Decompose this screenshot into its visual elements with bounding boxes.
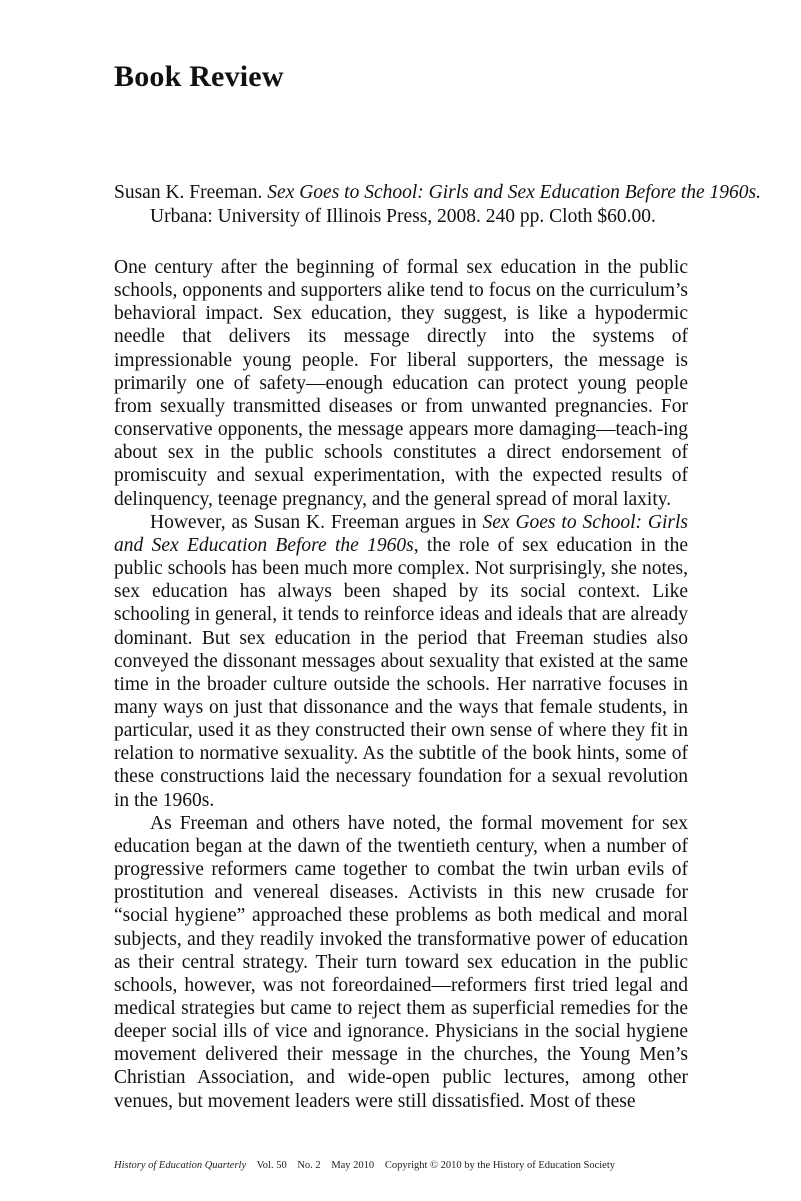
review-body: [114, 256, 688, 1113]
footer-journal: History of Education Quarterly: [114, 1160, 247, 1171]
page-footer: [114, 1160, 623, 1171]
footer-date: May 2010: [331, 1160, 375, 1171]
citation-line-1: [114, 181, 761, 205]
section-heading: Book Review: [114, 60, 284, 93]
citation-publication: Urbana: University of Illinois Press, 2008. 240 pp. Cloth $60.00.: [150, 206, 656, 227]
footer-number: No. 2: [297, 1160, 321, 1171]
book-citation: [114, 181, 761, 229]
paragraph-text: However, as Susan K. Freeman argues in: [150, 511, 483, 533]
citation-author: Susan K. Freeman.: [114, 182, 263, 203]
paragraph-book-title: Sex Goes to School: Girls and Sex Education Before the 1960s: [114, 511, 689, 556]
footer-volume: Vol. 50: [256, 1160, 287, 1171]
footer-copyright: Copyright © 2010 by the History of Education Society: [384, 1160, 616, 1171]
paragraph-2: [114, 511, 688, 812]
paragraph-3: [114, 812, 688, 1113]
paragraph-text: As Freeman and others have noted, the formal movement for sex education began at the dawn of the twentieth century, when a number of progressive reformers came together to combat the twin urban evils of prostitution and venereal diseases. Activists in this new crusade for “social hygiene” approached these problems as both medical and moral subjects, and they readily invoked the transformative power of education as their central strategy. Their turn toward sex education in the public schools, however, was not foreordained—reformers first tried legal and medical strategies but came to reject them as superficial remedies for the deeper social ills of vice and ignorance. Physicians in the social hygiene movement delivered their message in the churches, the Young Men’s Christian Association, and wide-open public lectures, among other venues, but movement leaders were still dissatisfied. Most of these: [114, 812, 688, 1112]
paragraph-text: , the role of sex education in the public schools has been much more complex. Not surprisingly, she notes, sex education has always been shaped by its social context. Like schooling in general, it tends to reinforce ideas and ideals that are already dominant. But sex education in the period that Freeman studies also conveyed the dissonant messages about sexuality that existed at the same time in the broader culture outside the schools. Her narrative focuses in many ways on just that dissonance and the ways that female students, in particular, used it as they constructed their own sense of where they fit in relation to normative sexuality. As the subtitle of the book hints, some of these constructions laid the necessary foundation for a sexual revolution in the 1960s.: [114, 534, 688, 811]
paragraph-1: [114, 256, 688, 511]
citation-book-title: Sex Goes to School: Girls and Sex Education Before the 1960s.: [267, 182, 761, 203]
paragraph-text: One century after the beginning of formal sex education in the public schools, opponents and supporters alike tend to focus on the curriculum’s behavioral impact. Sex education, they suggest, is like a hypodermic needle that delivers its message directly into the systems of impressionable young people. For liberal supporters, the message is primarily one of safety—enough education can protect young people from sexually transmitted diseases or from unwanted pregnancies. For conservative opponents, the message appears more damaging—teach-ing about sex in the public schools constitutes a direct endorsement of promiscuity and sexual experimentation, with the expected results of delinquency, teenage pregnancy, and the general spread of moral laxity.: [114, 257, 688, 510]
